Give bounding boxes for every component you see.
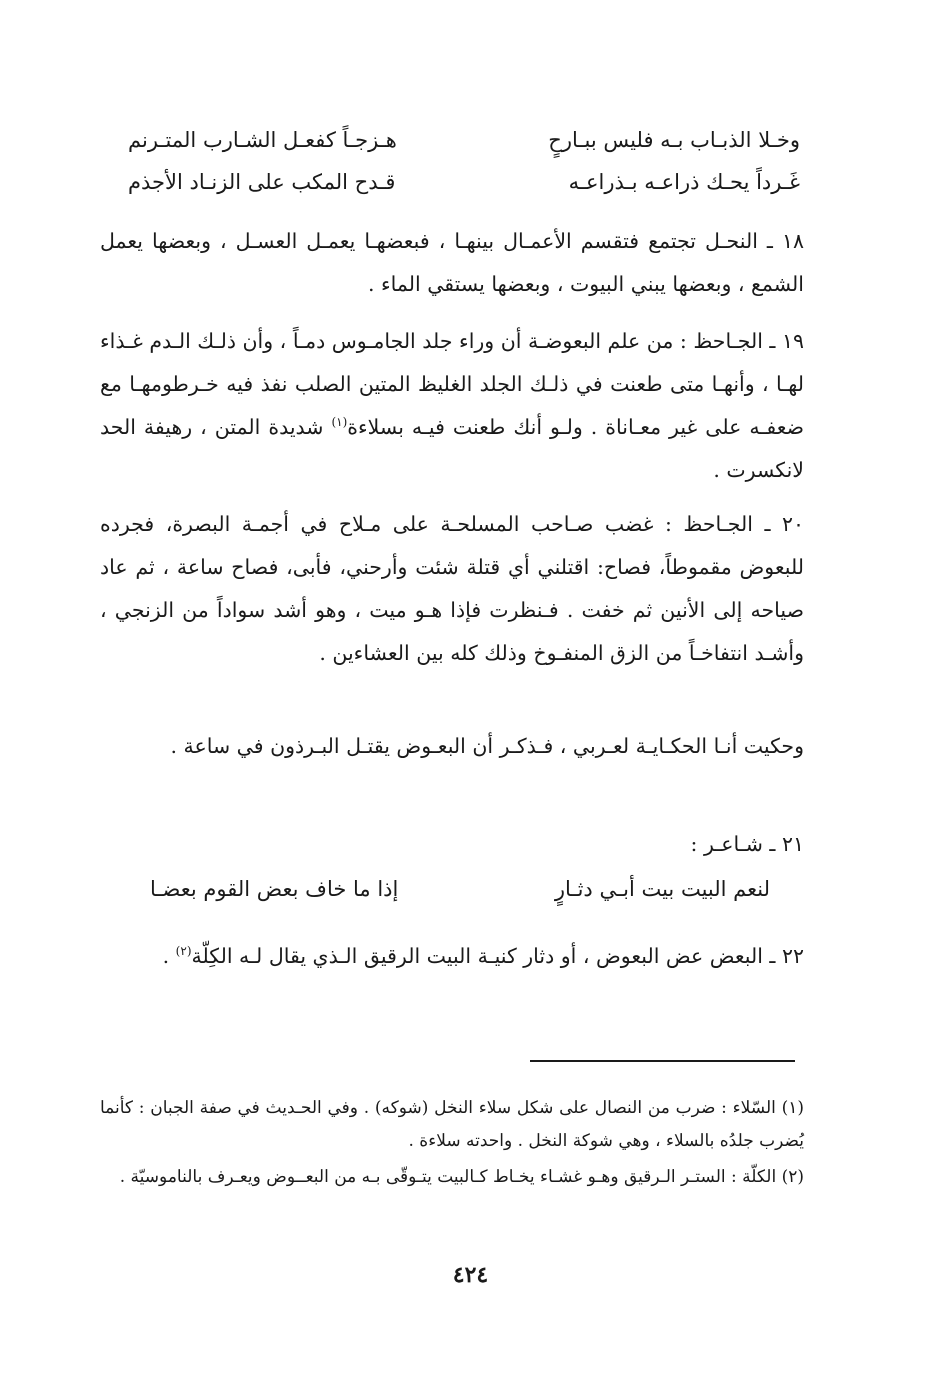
paragraph-22-text: ٢٢ ـ البعض عض البعوض ، أو دثار كنيـة البيت الرقيق الـذي يقال لـه الكِلّة <box>191 944 804 968</box>
verse-first-hemistich: لنعم البيت بيت أبـي دثـارٍ <box>554 877 770 901</box>
page-number: ٤٢٤ <box>452 1262 489 1288</box>
verse-second-hemistich: إذا ما خاف بعض القوم بعضـا <box>150 877 399 901</box>
footnote-2: (٢) الكلّة : الستـر الـرقيق وهـو غشـاء يخـاط كـالبيت يتـوقّى بـه من البعــوض ويعـرف بالناموسيّة . <box>119 1167 804 1187</box>
verse-line <box>100 128 800 168</box>
footnote-separator <box>530 1060 795 1062</box>
verse-second-hemistich: هـزجـاً كفعـل الشـارب المتـرنم <box>128 128 397 152</box>
poet-verse <box>150 877 770 917</box>
paragraph-19-text-end: شديدة المتن ، رهيفة الحد لانكسرت . <box>100 415 804 482</box>
paragraph-20: ٢٠ ـ الجـاحظ : غضب صـاحب المسلحـة على مـلاح في أجمـة البصرة، فجرده للبعوض مقموطاً، فصاح: اقتلني أي قتلة شئت وأرحني، فأبى، فصاح ساعة ، ثم عاد صياحه إلى الأنين ثم خفت . فـنظرت فإذا هـو ميت ، وهو أشد سواداً من الزنجي ، وأشـد انتفاخـاً من الزق المنفـوخ وذلك كله بين العشاءين . <box>100 512 804 665</box>
paragraph-19 <box>100 320 804 492</box>
footnote-ref-1: (١) <box>331 415 348 430</box>
footnote-1: (١) السّلاء : ضرب من النصال على شكل سلاء النخل (شوكه) . وفي الحـديث في صفة الجبان : كأنما يُضرب جلدُه بالسلاء ، وهي شوكة النخل . واحدته سلاءة . <box>100 1098 804 1151</box>
paragraph-18: ١٨ ـ النحـل تجتمع فتقسم الأعمـال بينهـا ، فبعضهـا يعمـل العسـل ، وبعضها يعمل الشمع ، وبعضها يبني البيوت ، وبعضها يستقي الماء . <box>100 229 804 296</box>
verse-second-hemistich: قـدح المكب على الزنـاد الأجذم <box>128 170 396 194</box>
paragraph-22-text-end: . <box>162 944 176 968</box>
verse-line <box>100 170 800 210</box>
verse-first-hemistich: غَـرداً يحـك ذراعـه بـذراعـه <box>568 170 800 194</box>
paragraph-narration: وحكيت أنـا الحكـايـة لعـربي ، فـذكـر أن البعـوض يقتـل البـرذون في ساعة . <box>170 734 804 758</box>
paragraph-19-text: ١٩ ـ الجـاحظ : من علم البعوضـة أن وراء جلد الجامـوس دمـاً ، وأن ذلـك الـدم غـذاء لهـا ، وأنهـا متى طعنت في ذلـك الجلد الغليظ المتين الصلب نفذ فيه خـرطومهـا مع ضعفـه على غير معـاناة . ولـو أنك طعنت فيـه بسلاءة <box>100 329 804 439</box>
paragraph-21: ٢١ ـ شـاعـر : <box>690 832 804 856</box>
verse-first-hemistich: وخـلا الذبـاب بـه فليس ببـارحٍ <box>548 128 800 152</box>
paragraph-22 <box>100 935 804 978</box>
footnote-ref-2: (٢) <box>175 944 192 959</box>
